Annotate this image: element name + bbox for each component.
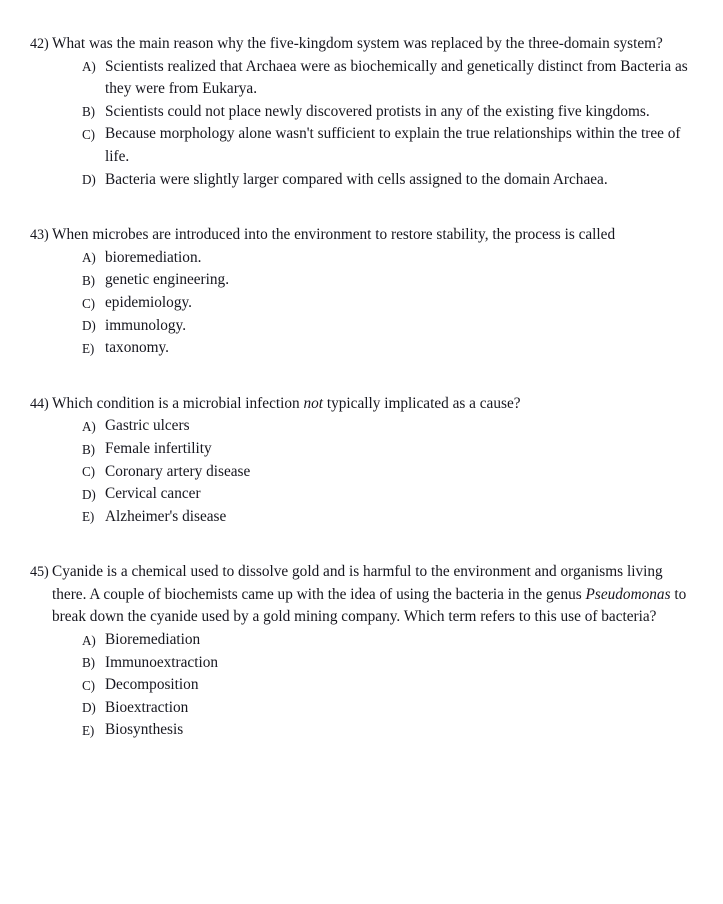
answer-option[interactable] [30, 629, 703, 652]
answer-option[interactable] [30, 438, 703, 461]
answer-option-letter: D) [82, 172, 96, 188]
answer-option-letter: B) [82, 272, 95, 288]
question-text [52, 561, 697, 629]
answer-option-letter: E) [82, 340, 95, 356]
answer-option[interactable] [30, 292, 703, 315]
answer-option-letter: B) [82, 655, 95, 671]
answer-option-letter: B) [82, 441, 95, 457]
answer-options [30, 247, 703, 360]
question-block [30, 393, 703, 529]
answer-option[interactable] [30, 123, 703, 168]
question-text [52, 33, 697, 56]
answer-option-letter: A) [82, 632, 96, 648]
answer-option-text: Immunoextraction [105, 653, 218, 671]
answer-option[interactable] [30, 415, 703, 438]
question-text-run: Cyanide is a chemical used to dissolve gold and is harmful to the environment and organisms living there. A couple of biochemists came up with the idea of using the bacteria in the genus [52, 563, 663, 603]
question-number: 45) [30, 564, 49, 581]
answer-option[interactable] [30, 483, 703, 506]
question-text [52, 393, 697, 416]
answer-option[interactable] [30, 337, 703, 360]
answer-option-text: bioremediation. [105, 248, 202, 266]
question-stem [30, 561, 697, 629]
answer-option[interactable] [30, 719, 703, 742]
answer-option-letter: E) [82, 723, 95, 739]
question-text-run: to break down the cyanide used by a gold mining company. Which term refers to this use of bacteria? [52, 585, 687, 626]
answer-option-text: taxonomy. [105, 339, 170, 357]
answer-options [30, 629, 703, 742]
question-stem [30, 393, 697, 416]
answer-option-letter: C) [82, 126, 95, 142]
answer-option[interactable] [30, 674, 703, 697]
answer-option-text: Coronary artery disease [105, 462, 251, 480]
answer-option[interactable] [30, 652, 703, 675]
answer-option[interactable] [30, 506, 703, 529]
answer-option-text: Gastric ulcers [105, 417, 190, 435]
answer-option[interactable] [30, 101, 703, 124]
answer-option-text: immunology. [105, 316, 187, 334]
answer-option-letter: C) [82, 677, 95, 693]
question-text [52, 224, 697, 247]
answer-option-text: Cervical cancer [105, 485, 201, 503]
answer-option-text: Because morphology alone wasn't sufficient to explain the true relationships within the tree of life. [105, 125, 681, 165]
answer-option-letter: A) [82, 59, 96, 75]
answer-option-letter: A) [82, 418, 96, 434]
answer-option[interactable] [30, 169, 703, 192]
question-block [30, 561, 703, 742]
answer-option-text: Alzheimer's disease [105, 507, 227, 525]
answer-options [30, 415, 703, 528]
answer-option-text: Scientists could not place newly discovered protists in any of the existing five kingdoms. [105, 102, 650, 120]
question-block [30, 33, 703, 191]
answer-option-text: Bacteria were slightly larger compared with cells assigned to the domain Archaea. [105, 170, 608, 188]
answer-option-text: Bioextraction [105, 698, 189, 716]
answer-option-text: Scientists realized that Archaea were as biochemically and genetically distinct from Bacteria as they were from Eukarya. [105, 57, 688, 98]
question-text-run: When microbes are introduced into the environment to restore stability, the process is called [52, 226, 616, 244]
answer-option[interactable] [30, 697, 703, 720]
answer-option-text: epidemiology. [105, 293, 192, 311]
answer-option-text: Bioremediation [105, 631, 201, 649]
answer-option[interactable] [30, 315, 703, 338]
answer-option-letter: C) [82, 464, 95, 480]
answer-option-text: Biosynthesis [105, 721, 184, 739]
answer-option[interactable] [30, 269, 703, 292]
question-text-emphasis: Pseudomonas [585, 585, 671, 603]
answer-option-text: Female infertility [105, 439, 212, 457]
answer-option-letter: B) [82, 104, 95, 120]
question-text-run: Which condition is a microbial infection [52, 394, 304, 412]
answer-option-letter: D) [82, 700, 96, 716]
answer-options [30, 56, 703, 192]
question-text-run: typically implicated as a cause? [323, 394, 521, 412]
question-stem [30, 224, 697, 247]
answer-option-letter: E) [82, 509, 95, 525]
answer-option[interactable] [30, 56, 703, 101]
answer-option[interactable] [30, 461, 703, 484]
answer-option-letter: C) [82, 295, 95, 311]
question-number: 44) [30, 395, 49, 412]
question-text-emphasis: not [303, 394, 324, 412]
question-number: 43) [30, 227, 49, 244]
question-text-run: What was the main reason why the five-kingdom system was replaced by the three-domain system? [52, 35, 663, 52]
answer-option-text: Decomposition [105, 676, 199, 694]
answer-option-letter: D) [82, 318, 96, 334]
question-number: 42) [30, 36, 49, 52]
question-stem [30, 33, 697, 56]
answer-option-letter: D) [82, 486, 96, 502]
question-block [30, 224, 703, 360]
answer-option[interactable] [30, 247, 703, 270]
answer-option-text: genetic engineering. [105, 271, 230, 289]
answer-option-letter: A) [82, 250, 96, 266]
